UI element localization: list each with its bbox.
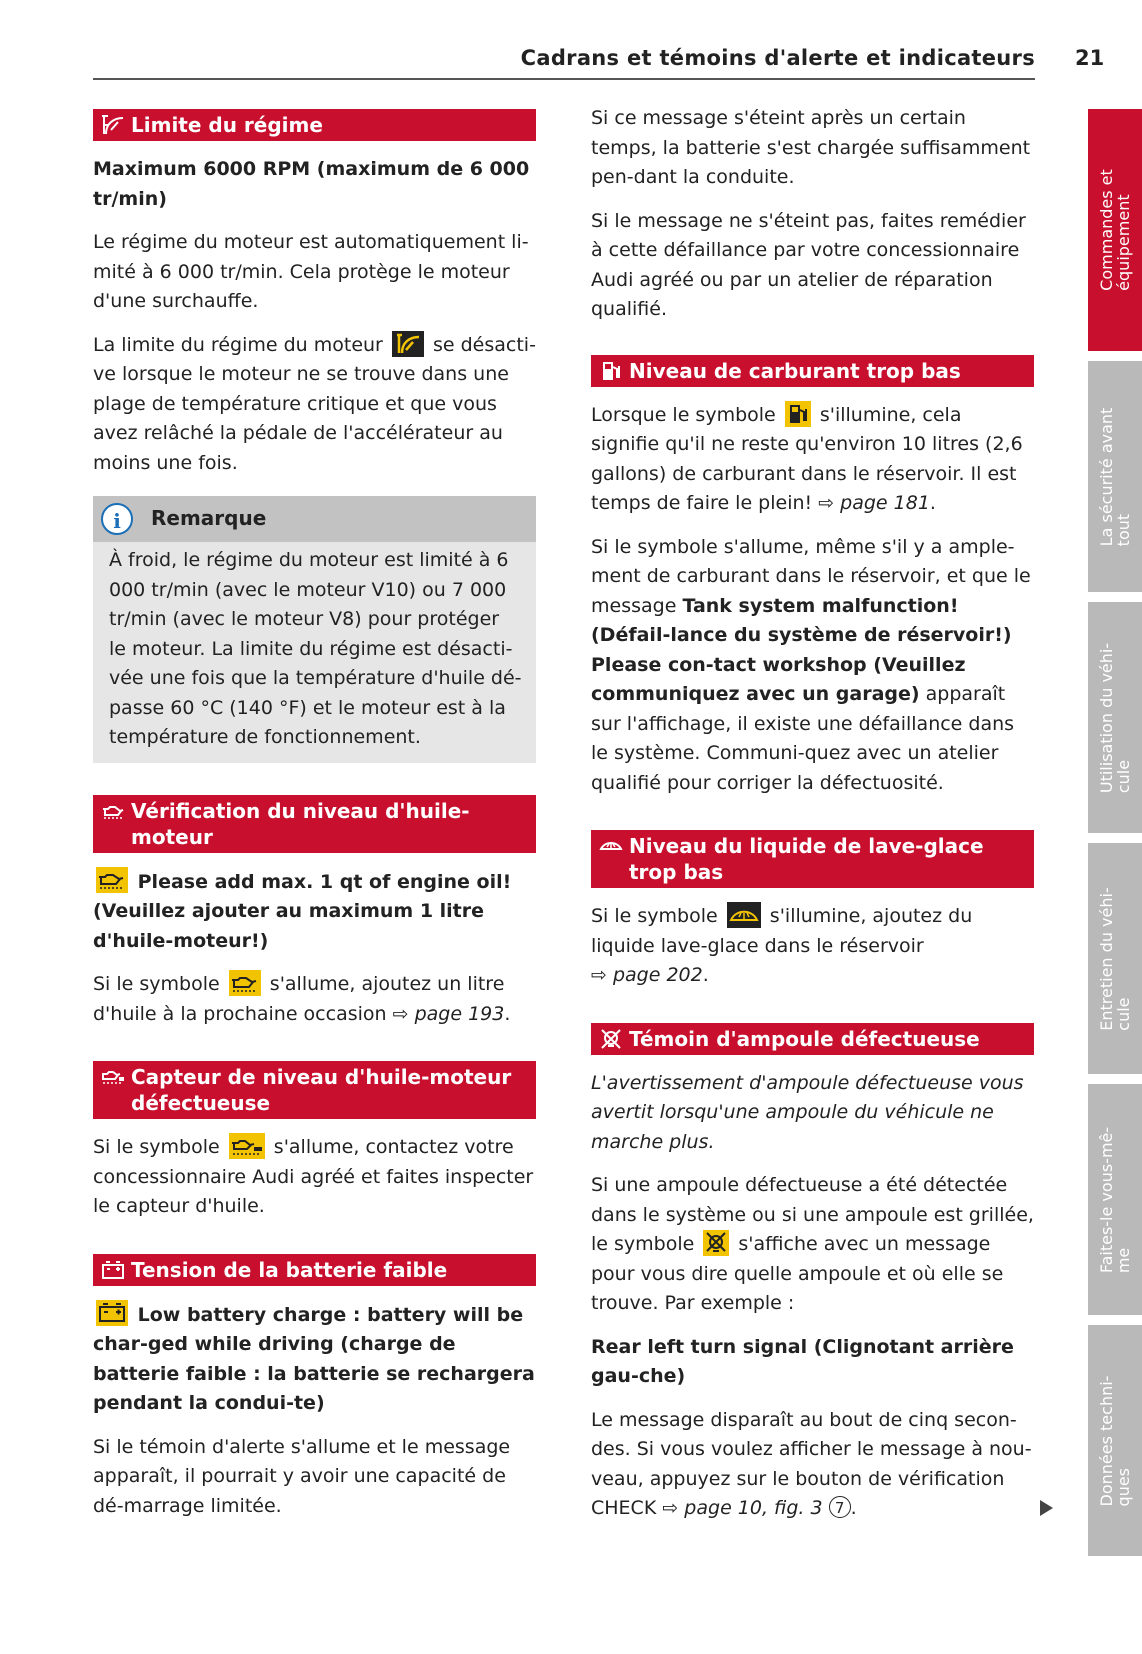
rpm-limit-indicator-icon — [392, 331, 424, 357]
header-rule — [93, 78, 1035, 80]
text-run: La limite du régime du moteur — [93, 333, 383, 356]
text-run: . — [504, 1002, 511, 1025]
running-header-title: Cadrans et témoins d'alerte et indicateurs — [520, 46, 1035, 70]
rpm-limit-icon — [101, 114, 125, 136]
text-run: s'illumine, ajoutez du liquide lave-glace dans le réservoir — [591, 905, 973, 957]
text-run: Le message disparaît au bout de cinq secon-des. Si vous voulez afficher le message à nou-veau, appuyez sur le bouton de vérification CHECK — [591, 1408, 1032, 1519]
text-run: Si le symbole — [591, 905, 718, 927]
message-example: Rear left turn signal (Clignotant arrière gau-che) — [591, 1335, 1014, 1387]
warning-message — [93, 1300, 536, 1419]
page-reference-link[interactable]: ⇨ page 202 — [591, 964, 703, 986]
oil-can-icon — [101, 800, 125, 822]
paragraph: Le régime du moteur est automatiquement li-mité à 6 000 tr/min. Cela protège le moteur d'une surchauffe. — [93, 231, 529, 312]
right-column — [591, 104, 1034, 1538]
oil-level-indicator-icon — [229, 970, 261, 996]
section-heading-oil-sensor — [93, 1061, 536, 1119]
side-tab-entretien[interactable] — [1088, 843, 1142, 1074]
section-heading-washer-fluid — [591, 830, 1034, 888]
section-heading-fuel-low — [591, 355, 1034, 387]
note-text: À froid, le régime du moteur est limité à 6 000 tr/min (avec le moteur V10) ou 7 000 tr/min (avec le moteur V8) pour protéger le moteur. La limite du régime est désacti-vée une fois que la température d'huile dé-passe 60 °C (140 °F) et le moteur est à la température de fonctionnement. — [109, 549, 522, 748]
text-run: ⇨ page 10, fig. 3 — [662, 1497, 823, 1519]
oil-sensor-icon — [101, 1066, 125, 1088]
oil-sensor-indicator-icon — [229, 1133, 265, 1159]
text-run: . — [702, 964, 709, 986]
text-run: . — [929, 492, 936, 514]
section-title: Vérification du niveau d'huile-moteur — [131, 798, 470, 849]
fuel-pump-icon — [599, 360, 623, 382]
side-tab-utilisation[interactable] — [1088, 602, 1142, 833]
note-header — [93, 496, 536, 542]
text-run: s'illumine, cela signifie qu'il ne reste qu'environ 10 litres (2,6 gallons) de carburant dans le réservoir. Il est temps de faire le plein! — [591, 403, 1023, 514]
side-tab-donnees[interactable] — [1088, 1325, 1142, 1556]
section-heading-battery — [93, 1254, 536, 1286]
side-tab-label: Commandes et équipement — [1097, 169, 1133, 291]
side-tab-faites-le[interactable] — [1088, 1084, 1142, 1315]
section-title: Témoin d'ampoule défectueuse — [629, 1026, 980, 1051]
text-run: Please add max. 1 qt of engine oil! (Veuillez ajouter au maximum 1 litre d'huile-moteur!) — [93, 870, 512, 952]
paragraph: Si ce message s'éteint après un certain temps, la batterie s'est chargée suffisamment pen-dant la conduite. — [591, 107, 1031, 188]
oil-level-indicator-icon — [96, 867, 128, 893]
paragraph — [93, 1133, 536, 1222]
paragraph — [591, 1171, 1034, 1319]
continue-arrow-icon[interactable] — [1040, 1500, 1053, 1516]
paragraph — [591, 533, 1034, 799]
text-run: Si le symbole s'allume, même s'il y a ample-ment de carburant dans le réservoir, et que le message — [591, 535, 1031, 617]
side-tab-label: Entretien du véhi- cule — [1097, 886, 1133, 1031]
section-title: Capteur de niveau d'huile-moteur défectueuse — [131, 1065, 512, 1115]
figure-callout-number: 7 — [829, 1496, 851, 1518]
text-run: Lorsque le symbole — [591, 403, 776, 426]
page-reference-link[interactable] — [662, 1497, 850, 1519]
bulb-indicator-icon — [703, 1230, 729, 1256]
warning-message — [93, 867, 536, 957]
text-run: se désacti-ve lorsque le moteur ne se trouve dans une plage de température critique et que vous avez relâché la pédale de l'accélérateur au moins une fois. — [93, 333, 536, 474]
paragraph: Si le message ne s'éteint pas, faites remédier à cette défaillance par votre concessionnaire Audi agréé ou par un atelier de réparation qualifié. — [591, 209, 1026, 320]
text-run: Tank system malfunction! (Défail-lance du système de réservoir!) Please con-tact workshop (Veuillez communiquez avec un garage) — [591, 594, 1012, 705]
side-tab-label: La sécurité avant tout — [1097, 407, 1133, 546]
paragraph — [591, 401, 1034, 519]
text-run: s'affiche avec un message pour vous dire quelle ampoule et où elle se trouve. Par exemple : — [591, 1233, 1004, 1314]
text-run: . — [850, 1497, 857, 1519]
washer-fluid-indicator-icon — [727, 902, 761, 928]
text-run: Si le symbole — [93, 1136, 220, 1158]
side-tab-label: Données techni- ques — [1097, 1375, 1133, 1506]
side-tab-commandes[interactable] — [1088, 109, 1142, 351]
side-tab-label: Faites-le vous-mê- me — [1097, 1126, 1133, 1273]
page-number: 21 — [1075, 46, 1105, 70]
page-reference-link[interactable]: ⇨ page 193 — [392, 1002, 505, 1025]
section-subtitle: Maximum 6000 RPM (maximum de 6 000 tr/min) — [93, 158, 530, 210]
text-run: s'allume, contactez votre concessionnaire Audi agréé et faites inspecter le capteur d'huile. — [93, 1136, 534, 1217]
side-tab-securite[interactable] — [1088, 361, 1142, 592]
paragraph — [93, 970, 536, 1029]
text-run: apparaît sur l'affichage, il existe une défaillance dans le système. Communi-quez avec un atelier qualifié pour corriger la défectuosité. — [591, 683, 1015, 794]
fuel-indicator-icon — [785, 401, 811, 427]
battery-indicator-icon — [96, 1300, 128, 1326]
bulb-failure-icon — [599, 1028, 623, 1050]
paragraph — [591, 1406, 1034, 1524]
text-run: Si une ampoule défectueuse a été détectée dans le système ou si une ampoule est grillée, le symbole — [591, 1174, 1034, 1255]
text-run: s'allume, ajoutez un litre d'huile à la prochaine occasion — [93, 973, 505, 1025]
text-run: Si le symbole — [93, 973, 220, 995]
left-column — [93, 109, 536, 1535]
section-title: Limite du régime — [131, 113, 323, 137]
note-box — [93, 496, 536, 763]
section-title: Tension de la batterie faible — [131, 1257, 448, 1282]
paragraph — [591, 902, 1034, 991]
section-title: Niveau du liquide de lave-glace trop bas — [629, 834, 984, 884]
section-title: Niveau de carburant trop bas — [629, 358, 961, 383]
section-heading-oil-check — [93, 795, 536, 853]
intro-text: L'avertissement d'ampoule défectueuse vous avertit lorsqu'une ampoule du véhicule ne marche plus. — [591, 1071, 1024, 1153]
section-heading-rpm-limit — [93, 109, 536, 141]
battery-icon — [101, 1259, 125, 1281]
side-tab-label: Utilisation du véhi- cule — [1097, 642, 1133, 793]
info-icon: i — [101, 503, 133, 535]
washer-fluid-icon — [599, 835, 623, 857]
page-reference-link[interactable]: ⇨ page 181 — [818, 492, 930, 514]
paragraph — [93, 331, 536, 479]
note-title: Remarque — [151, 506, 267, 531]
paragraph: Si le témoin d'alerte s'allume et le message apparaît, il pourrait y avoir une capacité de dé-marrage limitée. — [93, 1435, 511, 1517]
section-heading-bulb-failure — [591, 1023, 1034, 1055]
text-run: Low battery charge : battery will be char-ged while driving (charge de batterie faible : la batterie se rechargera pendant la condui-te) — [93, 1303, 535, 1414]
